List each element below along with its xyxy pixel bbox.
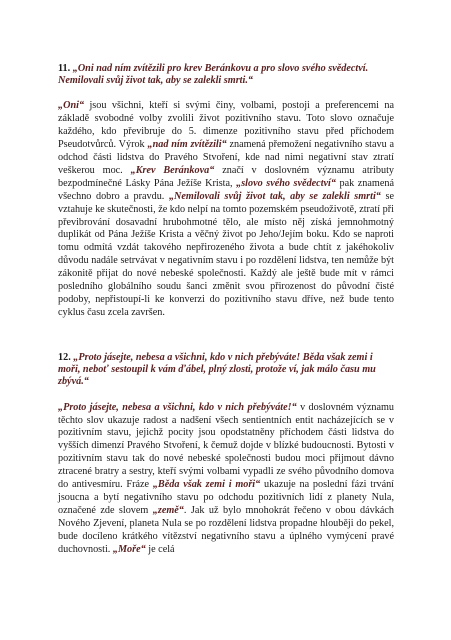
body-text: ukazuje na poslední fázi trvání jsoucna a bytí negativního stavu po odchodu pozitivních lidí z planety Nula, označené zde slovem (58, 479, 395, 516)
verse-quote: „Proto jásejte, nebesa a všichni, kdo v nich přebýváte! Běda však zemi i moři, neboť sestoupil k vám ďábel, plný zlosti, protože ví, jak málo času mu zbývá.“ (58, 352, 376, 388)
body-text: je celá (145, 543, 175, 555)
verse-heading (58, 352, 394, 389)
quoted-phrase: „Moře“ (112, 543, 146, 555)
body-text: v doslovném významu těchto slov ukazuje radost a nadšení všech sentientních entit nacházejících se v pozitivním stavu, jejichž pocity jsou opodstatněny příchodem části lidstva do vyšších dimenzí Pravého Stvoření, k čemuž dojde v blízké budoucnosti. Bytosti v pozitivním stavu tak do nové nebeské společnosti budou moci přijmout dávno ztracené bratry a sestry, kteří svými volbami vypadli ze svého původního domova do antivesmíru. Fráze (58, 401, 394, 491)
body-text: značí v doslovném významu atributy bezpodmínečné Lásky Pána Ježíše Krista, (58, 164, 394, 189)
body-text: . Jak už bylo mnohokrát řečeno v obou dávkách Nového Zjevení, planeta Nula se po rozdělení lidstva propadne hlouběji do pekel, bude docíleno krátkého vítězství negativního stavu a úplného vymýcení pravé duchovnosti. (58, 504, 394, 555)
body-text: znamená přemožení negativního stavu a odchod části lidstva do Pravého Stvoření, kde nad nimi negativní stav ztratí veškerou moc. (58, 139, 394, 176)
verse-number: 11. (58, 63, 71, 74)
quoted-phrase: „nad ním zvítězili“ (147, 139, 227, 151)
verse-section-12 (58, 352, 394, 556)
quoted-phrase: „země“ (152, 504, 184, 516)
body-text: pak znamená všechno dobro a pravdu. (58, 177, 394, 202)
commentary-paragraph (58, 402, 394, 557)
body-text: jsou všichni, kteří si svými činy, volbami, postoji a preferencemi na základě svobodné volby zvolili život pozitivního stavu. Toto slovo označuje každého, kdo převibruje do 5. dimenze pozitivního stavu před příchodem Pseudotvůrců. Výrok (58, 100, 394, 151)
verse-number: 12. (58, 352, 71, 363)
commentary-paragraph (58, 100, 394, 319)
quoted-phrase: „slovo svého svědectví“ (236, 177, 336, 189)
body-text: se vztahuje ke skutečnosti, že kdo nelpí na tomto pozemském pseudoživotě, ztratí při převibrování dosavadní hrubohmotné tělo, ale místo něj získá jemnohmotný duplikát od Pána Ježíše Krista a věčný život po Jeho/Jejím boku. Kdo se naproti tomu odmítá vzdát takového nepřirozeného života a bude chtít z jakéhokoliv důvodu nadále setrvávat v negativním stavu i po rozdělení lidstva, ten nemůže být zákonitě přijat do nové nebeské společnosti. Každý ale ještě bude mít v rámci posledního globálního soudu šanci změnit svou přirozenost do původní čisté podoby, nepřistoupí-li ke konverzi do pozitivního stavu dříve, než bude tento cyklus času zcela završen. (58, 190, 395, 318)
quoted-phrase: „Oni“ (58, 100, 85, 112)
quoted-phrase: „Krev Beránkova“ (130, 164, 215, 176)
verse-section-11 (58, 63, 394, 320)
quoted-phrase: „Běda však zemi i moři“ (152, 479, 261, 491)
quoted-phrase: „Nemilovali svůj život tak, aby se zalekli smrti“ (168, 190, 381, 202)
verse-quote: „Oni nad ním zvítězili pro krev Beránkovu a pro slovo svého svědectví. Nemilovali svůj život tak, aby se zalekli smrti.“ (58, 63, 369, 87)
quoted-phrase: „Proto jásejte, nebesa a všichni, kdo v nich přebýváte!“ (58, 401, 297, 413)
verse-heading (58, 63, 394, 87)
